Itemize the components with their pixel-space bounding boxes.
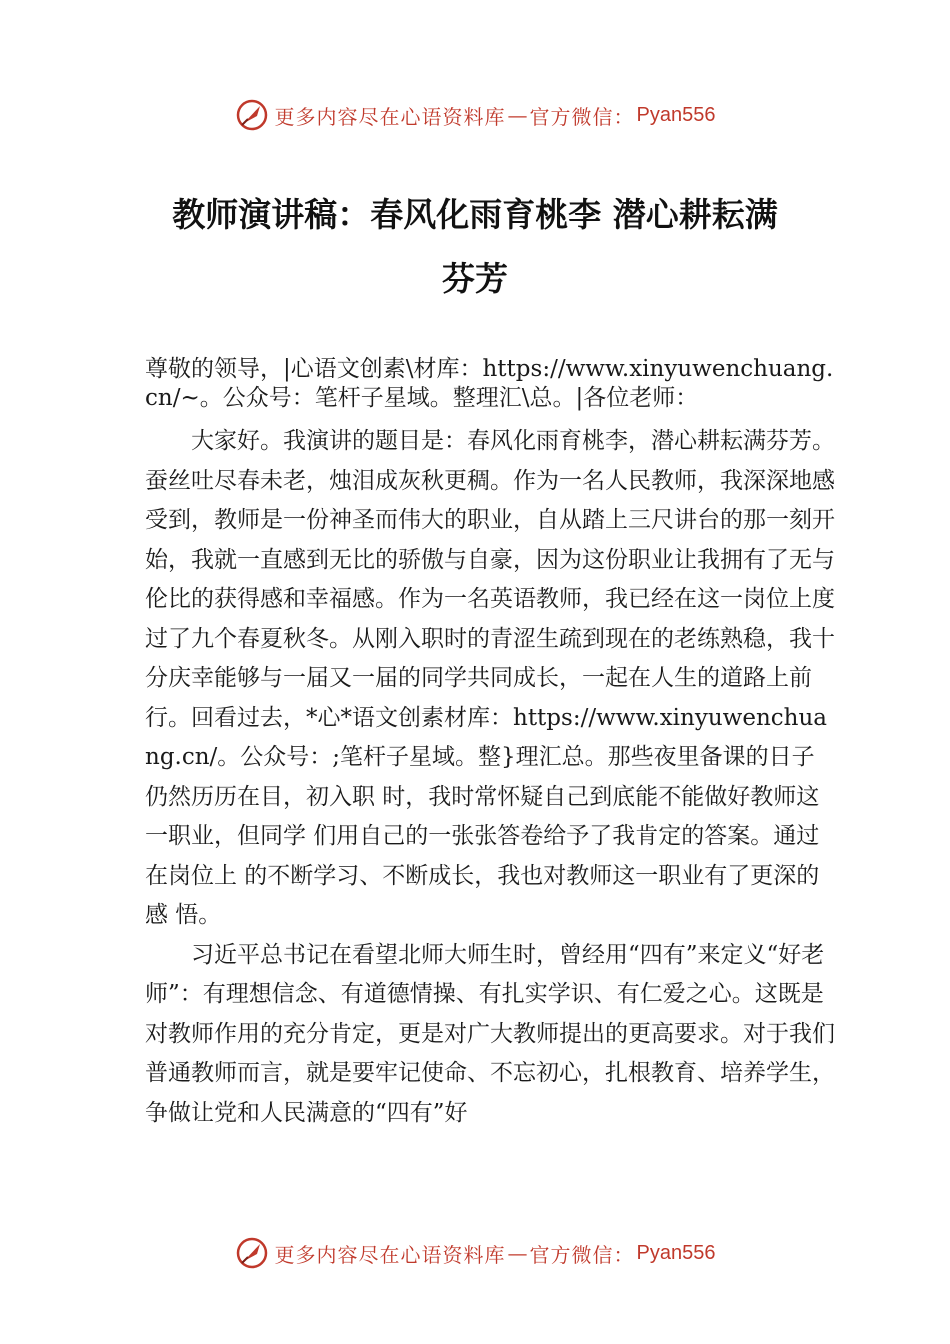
document-title bbox=[100, 183, 850, 311]
banner-wechat-label: 官方微信： bbox=[529, 1242, 635, 1267]
title-line-1: 教师演讲稿：春风化雨育桃李 潜心耕耘满 bbox=[172, 195, 778, 234]
banner-site-text: 更多内容尽在心语资料库 bbox=[274, 1242, 506, 1267]
document-body bbox=[145, 355, 835, 1133]
quill-logo-icon bbox=[235, 98, 269, 132]
banner-site-text: 更多内容尽在心语资料库 bbox=[274, 104, 506, 129]
paragraph-2: 习近平总书记在看望北师大师生时，曾经用“四有”来定义“好老师”：有理想信念、有道德情操、有扎实学识、有仁爱之心。这既是对教师作用的充分肯定，更是对广大教师提出的更高要求。对于我们普通教师而言，就是要牢记使命、不忘初心，扎根教育、培养学生，争做让党和人民满意的“四有”好 bbox=[145, 941, 835, 1126]
banner-separator: — bbox=[507, 103, 528, 127]
banner-wechat-label: 官方微信： bbox=[529, 104, 635, 129]
header-banner bbox=[0, 95, 950, 135]
salutation: 尊敬的领导，|心语文创素\材库：https://www.xinyuwenchuang.cn/~。公众号：笔杆子星域。整理汇\总。|各位老师： bbox=[145, 356, 834, 411]
paragraph-1: 大家好。我演讲的题目是：春风化雨育桃李，潜心耕耘满芬芳。蚕丝吐尽春未老，烛泪成灰秋更稠。作为一名人民教师，我深深地感受到，教师是一份神圣而伟大的职业，自从踏上三尺讲台的那一刻开始，我就一直感到无比的骄傲与自豪，因为这份职业让我拥有了无与伦比的获得感和幸福感。作为一名英语教师，我已经在这一岗位上度过了九个春夏秋冬。从刚入职时的青涩生疏到现在的老练熟稳，我十分庆幸能够与一届又一届的同学共同成长，一起在人生的道路上前行。回看过去，*心*语文创素材库：https://www.xinyuwenchuang.cn/。公众号：;笔杆子星域。整}理汇总。那些夜里备课的日子仍然历历在目，初入职 时，我时常怀疑自己到底能不能做好教师这一职业，但同学 们用自己的一张张答卷给予了我肯定的答案。通过在岗位上 的不断学习、不断成长，我也对教师这一职业有了更深的感 悟。 bbox=[145, 428, 835, 928]
banner-wechat-id: Pyan556 bbox=[636, 103, 716, 126]
banner-wechat-id: Pyan556 bbox=[636, 1241, 716, 1264]
banner-separator: — bbox=[507, 1241, 528, 1265]
quill-logo-icon bbox=[235, 1236, 269, 1270]
title-line-2: 芬芳 bbox=[442, 259, 508, 298]
footer-banner bbox=[0, 1233, 950, 1273]
